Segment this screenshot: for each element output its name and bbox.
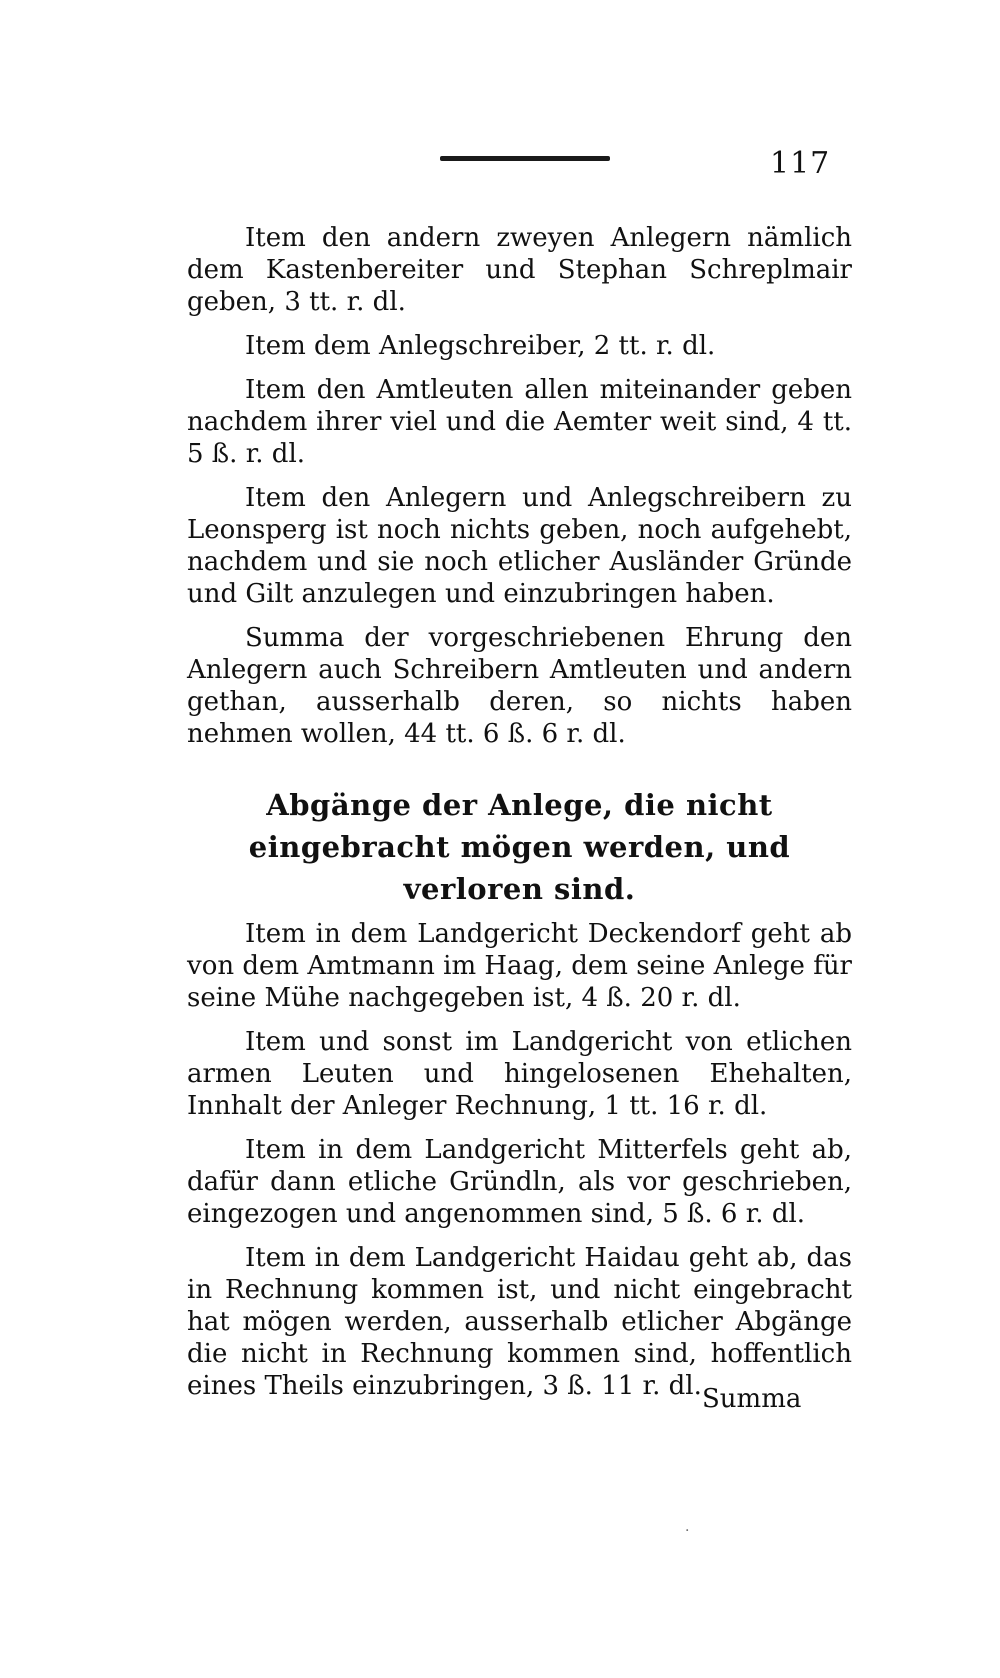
paragraph-amtleute: Item den Amtleuten allen miteinander geben nachdem ihrer viel und die Aemter weit sind, 4 tt. 5 ß. r. dl. bbox=[187, 375, 852, 469]
paragraph-mitterfels: Item in dem Landgericht Mitterfels geht ab, dafür dann etliche Gründln, als vor geschrieben, eingezogen und angenommen sind, 5 ß. 6 r. dl. bbox=[187, 1135, 852, 1229]
paragraph-leonsperg: Item den Anlegern und Anlegschreibern zu Leonsperg ist noch nichts geben, noch aufgehebt, nachdem und sie noch etlicher Ausländer Gründe und Gilt anzulegen und einzubringen haben. bbox=[187, 483, 852, 609]
page-number: 117 bbox=[770, 146, 831, 181]
paragraph-deckendorf: Item in dem Landgericht Deckendorf geht ab von dem Amtmann im Haag, dem seine Anlege für seine Mühe nachgegeben ist, 4 ß. 20 r. dl. bbox=[187, 919, 852, 1013]
page-body bbox=[187, 222, 852, 1414]
catchword: Summa bbox=[702, 1384, 802, 1414]
header-rule bbox=[440, 156, 610, 161]
paragraph-anlegschreiber: Item dem Anlegschreiber, 2 tt. r. dl. bbox=[245, 331, 716, 361]
print-speck: · bbox=[685, 1523, 690, 1539]
paragraph-anleger-kastenbereiter: Item den andern zweyen Anlegern nämlich dem Kastenbereiter und Stephan Schreplmair geben, 3 tt. r. dl. bbox=[187, 223, 852, 317]
paragraph-arme-leute: Item und sonst im Landgericht von etlichen armen Leuten und hingelosenen Ehehalten, Innhalt der Anleger Rechnung, 1 tt. 16 r. dl. bbox=[187, 1027, 852, 1121]
paragraph-summa-ehrung: Summa der vorgeschriebenen Ehrung den Anlegern auch Schreibern Amtleuten und andern gethan, ausserhalb deren, so nichts haben nehmen wollen, 44 tt. 6 ß. 6 r. dl. bbox=[187, 623, 852, 749]
paragraph-haidau: Item in dem Landgericht Haidau geht ab, das in Rechnung kommen ist, und nicht eingebracht hat mögen werden, ausserhalb etlicher Abgänge die nicht in Rechnung kommen sind, hoffentlich eines Theils einzubringen, 3 ß. 11 r. dl. bbox=[187, 1243, 852, 1401]
section-heading: Abgänge der Anlege, die nicht eingebracht mögen werden, und verloren sind. bbox=[248, 788, 791, 906]
